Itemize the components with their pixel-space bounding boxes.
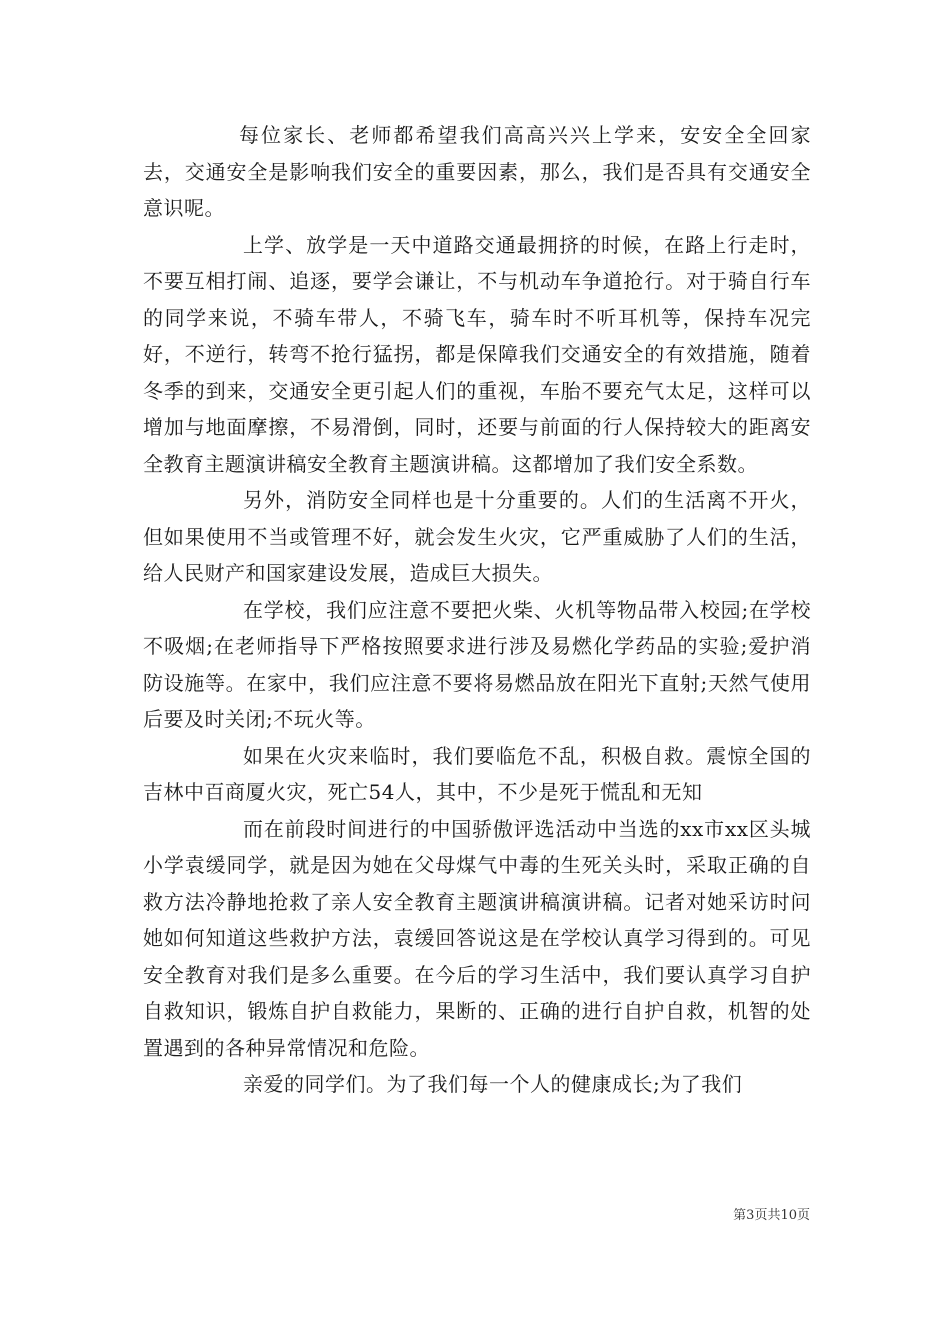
paragraph-traffic-intro: 每位家长、老师都希望我们高高兴兴上学来，安安全全回家去，交通安全是影响我们安全的重要因素，那么，我们是否具有交通安全意识呢。 — [143, 123, 811, 220]
paragraph-fire-selfrescue: 如果在火灾来临时，我们要临危不乱，积极自救。震惊全国的吉林中百商厦火灾，死亡54人，其中，不少是死于慌乱和无知 — [143, 743, 811, 804]
paragraph-fire-safety: 另外，消防安全同样也是十分重要的。人们的生活离不开火，但如果使用不当或管理不好，就会发生火灾，它严重威胁了人们的生活，给人民财产和国家建设发展，造成巨大损失。 — [143, 488, 811, 585]
document-body — [143, 117, 811, 1103]
paragraph-closing: 亲爱的同学们。为了我们每一个人的健康成长;为了我们 — [243, 1072, 743, 1096]
paragraph-fire-precautions: 在学校，我们应注意不要把火柴、火机等物品带入校园;在学校不吸烟;在老师指导下严格按照要求进行涉及易燃化学药品的实验;爱护消防设施等。在家中，我们应注意不要将易燃品放在阳光下直射;天然气使用后要及时关闭;不玩火等。 — [143, 597, 811, 731]
paragraph-traffic-rules: 上学、放学是一天中道路交通最拥挤的时候，在路上行走时，不要互相打闹、追逐，要学会谦让，不与机动车争道抢行。对于骑自行车的同学来说，不骑车带人，不骑飞车，骑车时不听耳机等，保持车况完好，不逆行，转弯不抢行猛拐，都是保障我们交通安全的有效措施，随着冬季的到来，交通安全更引起人们的重视，车胎不要充气太足，这样可以增加与地面摩擦，不易滑倒，同时，还要与前面的行人保持较大的距离安全教育主题演讲稿安全教育主题演讲稿。这都增加了我们安全系数。 — [143, 232, 811, 476]
page-number: 第3页共10页 — [733, 1208, 810, 1223]
paragraph-student-example: 而在前段时间进行的中国骄傲评选活动中当选的xx市xx区头城小学袁缓同学，就是因为她在父母煤气中毒的生死关头时，采取正确的自救方法冷静地抢救了亲人安全教育主题演讲稿演讲稿。记者对她采访时问她如何知道这些救护方法，袁缓回答说这是在学校认真学习得到的。可见安全教育对我们是多么重要。在今后的学习生活中，我们要认真学习自护自救知识，锻炼自护自救能力，果断的、正确的进行自护自救，机智的处置遇到的各种异常情况和危险。 — [143, 816, 811, 1060]
